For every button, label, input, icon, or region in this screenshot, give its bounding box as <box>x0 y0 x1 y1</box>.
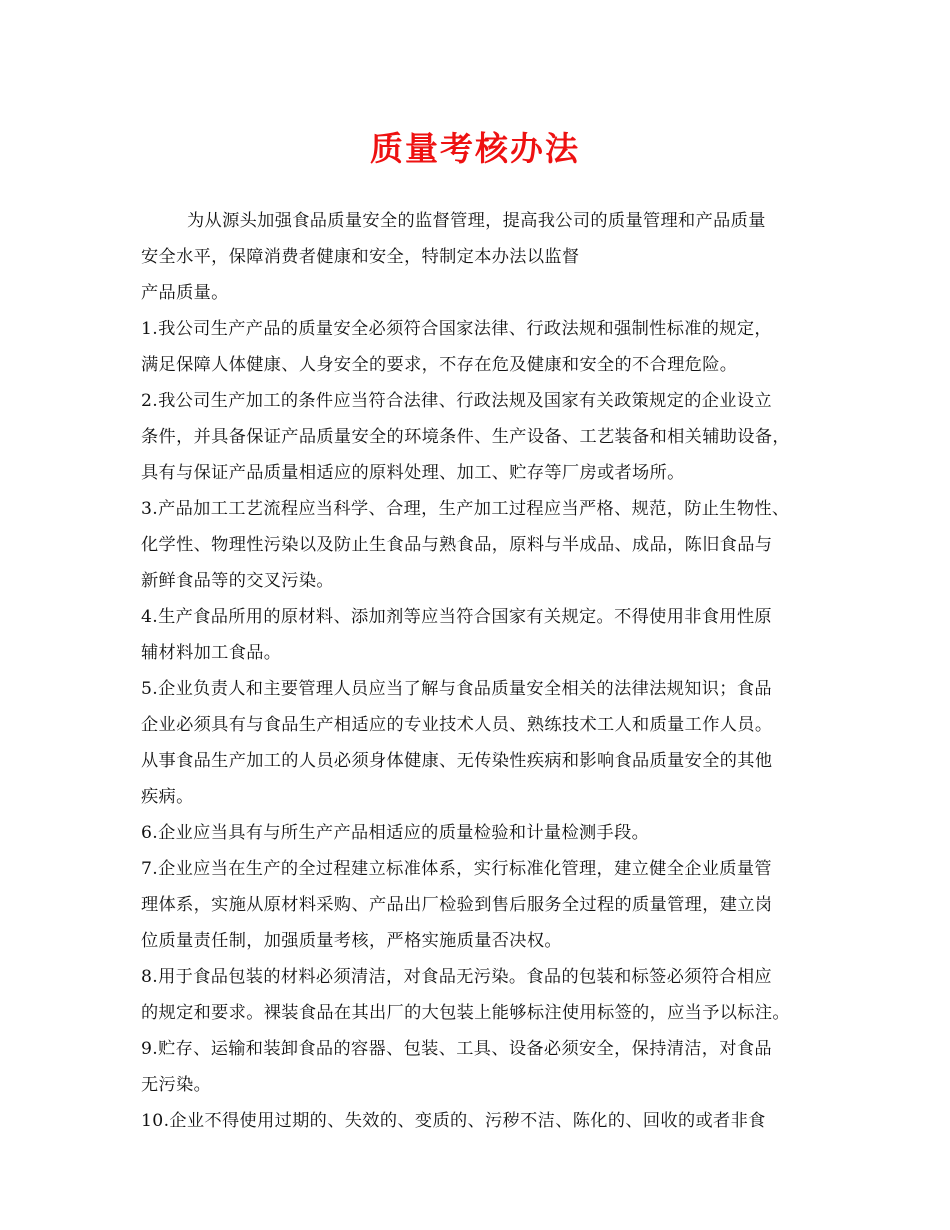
paragraph-line: 化学性、物理性污染以及防止生食品与熟食品，原料与半成品、成品，陈旧食品与 <box>141 535 773 555</box>
paragraph-line: 3.产品加工工艺流程应当科学、合理，生产加工过程应当严格、规范，防止生物性、 <box>141 499 790 519</box>
paragraph-line: 2.我公司生产加工的条件应当符合法律、行政法规及国家有关政策规定的企业设立 <box>141 391 772 411</box>
paragraph-line: 辅材料加工食品。 <box>141 643 282 663</box>
paragraph-line: 从事食品生产加工的人员必须身体健康、无传染性疾病和影响食品质量安全的其他 <box>141 751 773 771</box>
paragraph-line: 7.企业应当在生产的全过程建立标准体系，实行标准化管理，建立健全企业质量管 <box>141 859 772 879</box>
paragraph-line: 具有与保证产品质量相适应的原料处理、加工、贮存等厂房或者场所。 <box>141 463 685 483</box>
paragraph-line: 满足保障人体健康、人身安全的要求，不存在危及健康和安全的不合理危险。 <box>141 355 738 375</box>
paragraph-line: 6.企业应当具有与所生产产品相适应的质量检验和计量检测手段。 <box>141 823 650 843</box>
paragraph-line: 理体系，实施从原材料采购、产品出厂检验到售后服务全过程的质量管理，建立岗 <box>141 895 773 915</box>
paragraph-line: 5.企业负责人和主要管理人员应当了解与食品质量安全相关的法律法规知识；食品 <box>141 679 772 699</box>
paragraph-line: 条件，并具备保证产品质量安全的环境条件、生产设备、工艺装备和相关辅助设备， <box>141 427 790 447</box>
paragraph-line: 的规定和要求。裸装食品在其出厂的大包装上能够标注使用标签的，应当予以标注。 <box>141 1003 790 1023</box>
paragraph-line: 疾病。 <box>141 787 194 807</box>
paragraph-line: 4.生产食品所用的原材料、添加剂等应当符合国家有关规定。不得使用非食用性原 <box>141 607 772 627</box>
document-title: 质量考核办法 <box>370 129 580 168</box>
paragraph-line: 产品质量。 <box>141 283 229 303</box>
paragraph-line: 位质量责任制，加强质量考核，严格实施质量否决权。 <box>141 931 562 951</box>
paragraph-line: 1.我公司生产产品的质量安全必须符合国家法律、行政法规和强制性标准的规定， <box>141 319 772 339</box>
paragraph-line: 新鲜食品等的交叉污染。 <box>141 571 334 591</box>
document-body <box>141 203 831 1139</box>
paragraph-line: 安全水平，保障消费者健康和安全，特制定本办法以监督 <box>141 247 580 267</box>
paragraph-line: 为从源头加强食品质量安全的监督管理，提高我公司的质量管理和产品质量 <box>187 211 766 231</box>
paragraph-line: 无污染。 <box>141 1075 212 1095</box>
paragraph-line: 9.贮存、运输和装卸食品的容器、包装、工具、设备必须安全，保持清洁，对食品 <box>141 1039 772 1059</box>
paragraph-line: 企业必须具有与食品生产相适应的专业技术人员、熟练技术工人和质量工作人员。 <box>141 715 773 735</box>
paragraph-line: 8.用于食品包装的材料必须清洁，对食品无污染。食品的包装和标签必须符合相应 <box>141 967 772 987</box>
paragraph-line: 10.企业不得使用过期的、失效的、变质的、污秽不洁、陈化的、回收的或者非食 <box>141 1111 766 1131</box>
